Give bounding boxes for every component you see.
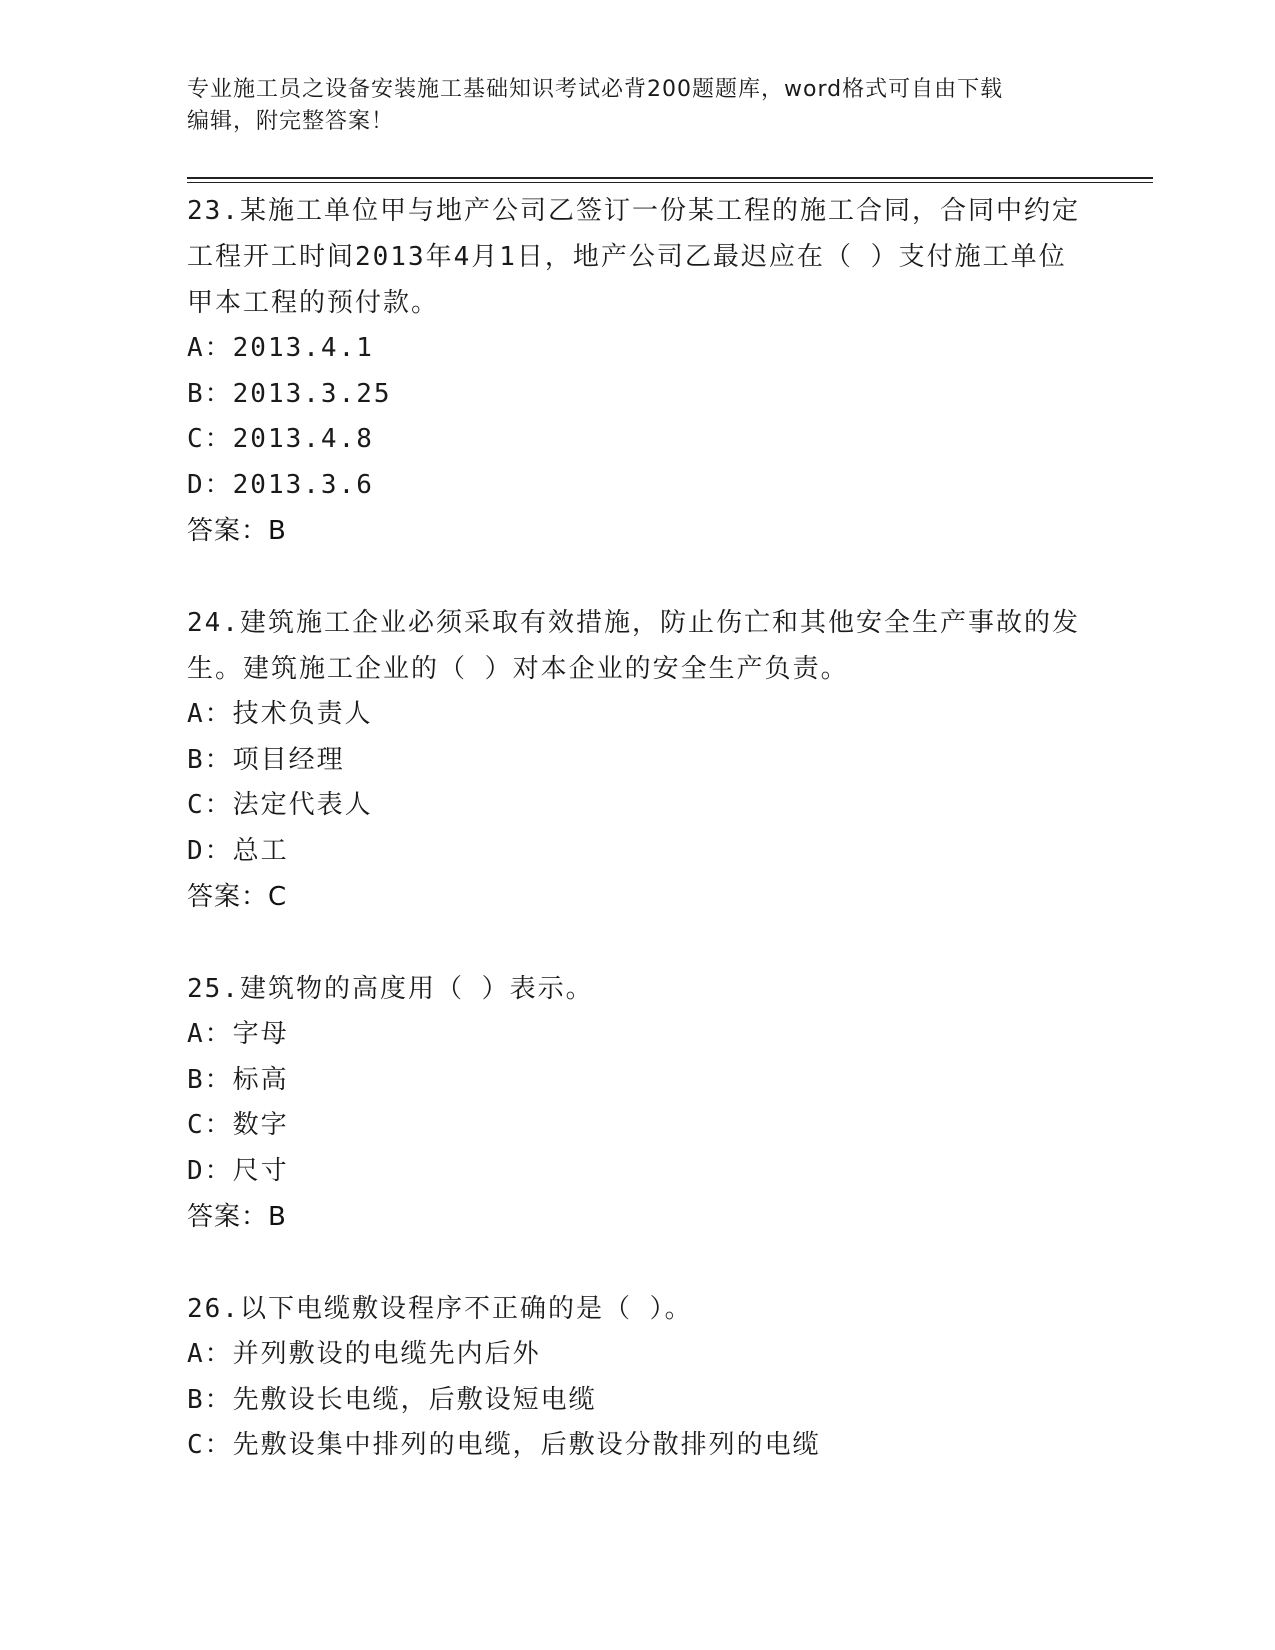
question-text: 25.建筑物的高度用（ ）表示。 (187, 974, 594, 1004)
page-header (187, 74, 1067, 138)
question-text: 23.某施工单位甲与地产公司乙签订一份某工程的施工合同，合同中约定工程开工时间2013年4月1日，地产公司乙最迟应在（ ）支付施工单位甲本工程的预付款。 (187, 196, 1080, 318)
option-a: A：字母 (187, 1019, 289, 1049)
question-23 (187, 188, 1087, 554)
header-divider-thin (187, 182, 1153, 183)
header-title-line-1: 专业施工员之设备安装施工基础知识考试必背200题题库，word格式可自由下载 (187, 77, 1004, 102)
answer: 答案：B (187, 516, 287, 546)
header-title-line-2: 编辑，附完整答案！ (187, 109, 395, 134)
option-d: D：2013.3.6 (187, 469, 374, 500)
question-25 (187, 966, 1087, 1240)
question-list (187, 188, 1087, 1515)
question-26 (187, 1286, 1087, 1469)
question-24 (187, 600, 1087, 920)
option-c: C：数字 (187, 1110, 289, 1140)
option-c: C：先敷设集中排列的电缆，后敷设分散排列的电缆 (187, 1430, 821, 1460)
option-d: D：总工 (187, 835, 289, 866)
option-a: A：2013.4.1 (187, 333, 374, 363)
option-a: A：技术负责人 (187, 699, 373, 729)
option-b: B：先敷设长电缆，后敷设短电缆 (187, 1384, 597, 1415)
answer: 答案：B (187, 1202, 287, 1232)
option-b: B：项目经理 (187, 744, 345, 775)
option-c: C：法定代表人 (187, 790, 373, 820)
option-a: A：并列敷设的电缆先内后外 (187, 1339, 541, 1369)
option-b: B：2013.3.25 (187, 378, 392, 409)
question-text: 26.以下电缆敷设程序不正确的是（ ）。 (187, 1294, 693, 1324)
question-text: 24.建筑施工企业必须采取有效措施，防止伤亡和其他安全生产事故的发生。建筑施工企业的（ ）对本企业的安全生产负责。 (187, 608, 1080, 684)
option-b: B：标高 (187, 1064, 289, 1095)
option-d: D：尺寸 (187, 1155, 289, 1186)
header-divider-thick (187, 177, 1153, 179)
option-c: C：2013.4.8 (187, 424, 374, 454)
answer: 答案：C (187, 882, 288, 912)
